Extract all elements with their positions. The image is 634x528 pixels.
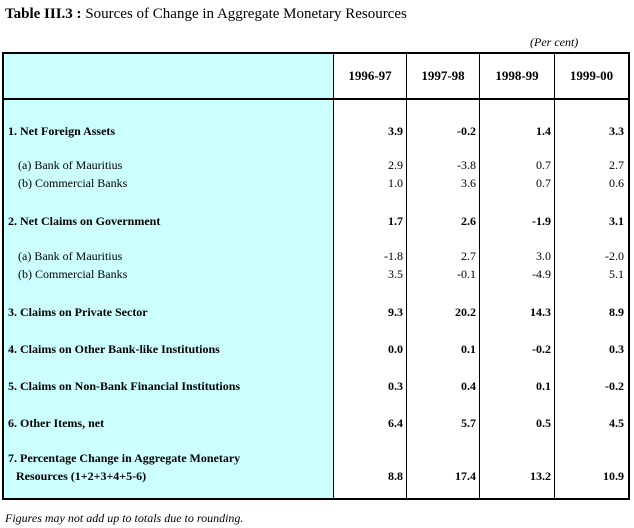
cell-value: 0.3 [388, 379, 403, 393]
cell-value: 0.1 [536, 379, 551, 393]
cell-value: 17.4 [455, 469, 476, 483]
cell-value: -1.8 [384, 249, 403, 263]
column-divider [406, 54, 407, 498]
column-divider [333, 54, 334, 498]
cell-value: 1.4 [536, 124, 551, 138]
cell-value: -1.9 [532, 214, 551, 228]
cell-value: 20.2 [455, 305, 476, 319]
cell-value: -2.0 [605, 249, 624, 263]
cell-value: 2.7 [461, 249, 476, 263]
cell-value: -3.8 [457, 158, 476, 172]
row-label: 5. Claims on Non-Bank Financial Institutions [8, 379, 241, 393]
cell-value: 2.9 [388, 158, 403, 172]
row-label: 3. Claims on Private Sector [8, 305, 148, 319]
cell-value: 2.6 [461, 214, 476, 228]
cell-value: 0.0 [388, 342, 403, 356]
row-label: 2. Net Claims on Government [8, 214, 161, 228]
cell-value: 6.4 [388, 416, 403, 430]
cell-value: 10.9 [603, 469, 624, 483]
cell-value: 3.1 [609, 214, 624, 228]
cell-value: 3.0 [536, 249, 551, 263]
cell-value: 8.8 [388, 469, 403, 483]
column-divider [479, 54, 480, 498]
footnote: Figures may not add up to totals due to rounding. [5, 511, 244, 525]
cell-value: -0.1 [457, 267, 476, 281]
cell-value: 3.6 [461, 176, 476, 190]
unit-label: (Per cent) [530, 35, 579, 49]
data-table [2, 52, 630, 500]
cell-value: 0.5 [536, 416, 551, 430]
cell-value: 0.7 [536, 158, 551, 172]
cell-value: -0.2 [532, 342, 551, 356]
cell-value: 0.6 [609, 176, 624, 190]
cell-value: 5.7 [461, 416, 476, 430]
cell-value: 2.7 [609, 158, 624, 172]
table-title-text: Sources of Change in Aggregate Monetary Resources [81, 6, 407, 22]
cell-value: 3.3 [609, 124, 624, 138]
column-divider [554, 54, 555, 498]
cell-value: -4.9 [532, 267, 551, 281]
cell-value: 1.7 [388, 214, 403, 228]
cell-value: -0.2 [605, 379, 624, 393]
cell-value: 3.9 [388, 124, 403, 138]
column-header-1998-99: 1998-99 [495, 68, 539, 83]
column-header-1996-97: 1996-97 [348, 68, 392, 83]
cell-value: 13.2 [530, 469, 551, 483]
table-number: Table III.3 : [5, 6, 82, 22]
column-header-1997-98: 1997-98 [421, 68, 465, 83]
cell-value: 9.3 [388, 305, 403, 319]
cell-value: 8.9 [609, 305, 624, 319]
row-label: (a) Bank of Mauritius [18, 158, 123, 172]
row-label-continued: Resources (1+2+3+4+5-6) [16, 469, 147, 483]
cell-value: 0.4 [461, 379, 476, 393]
row-label: 6. Other Items, net [8, 416, 105, 430]
cell-value: 4.5 [609, 416, 624, 430]
cell-value: 3.5 [388, 267, 403, 281]
column-header-1999-00: 1999-00 [569, 68, 614, 83]
cell-value: -0.2 [457, 124, 476, 138]
cell-value: 0.3 [609, 342, 624, 356]
header-divider [4, 98, 628, 100]
row-label: (b) Commercial Banks [18, 267, 128, 281]
table-title [5, 6, 407, 23]
row-label: (a) Bank of Mauritius [18, 249, 123, 263]
cell-value: 14.3 [530, 305, 551, 319]
row-label: 4. Claims on Other Bank-like Institutions [8, 342, 220, 356]
cell-value: 0.1 [461, 342, 476, 356]
row-label: 7. Percentage Change in Aggregate Monetary [8, 451, 241, 465]
row-label: 1. Net Foreign Assets [8, 124, 116, 138]
row-label: (b) Commercial Banks [18, 176, 128, 190]
cell-value: 5.1 [609, 267, 624, 281]
cell-value: 0.7 [536, 176, 551, 190]
cell-value: 1.0 [388, 176, 403, 190]
